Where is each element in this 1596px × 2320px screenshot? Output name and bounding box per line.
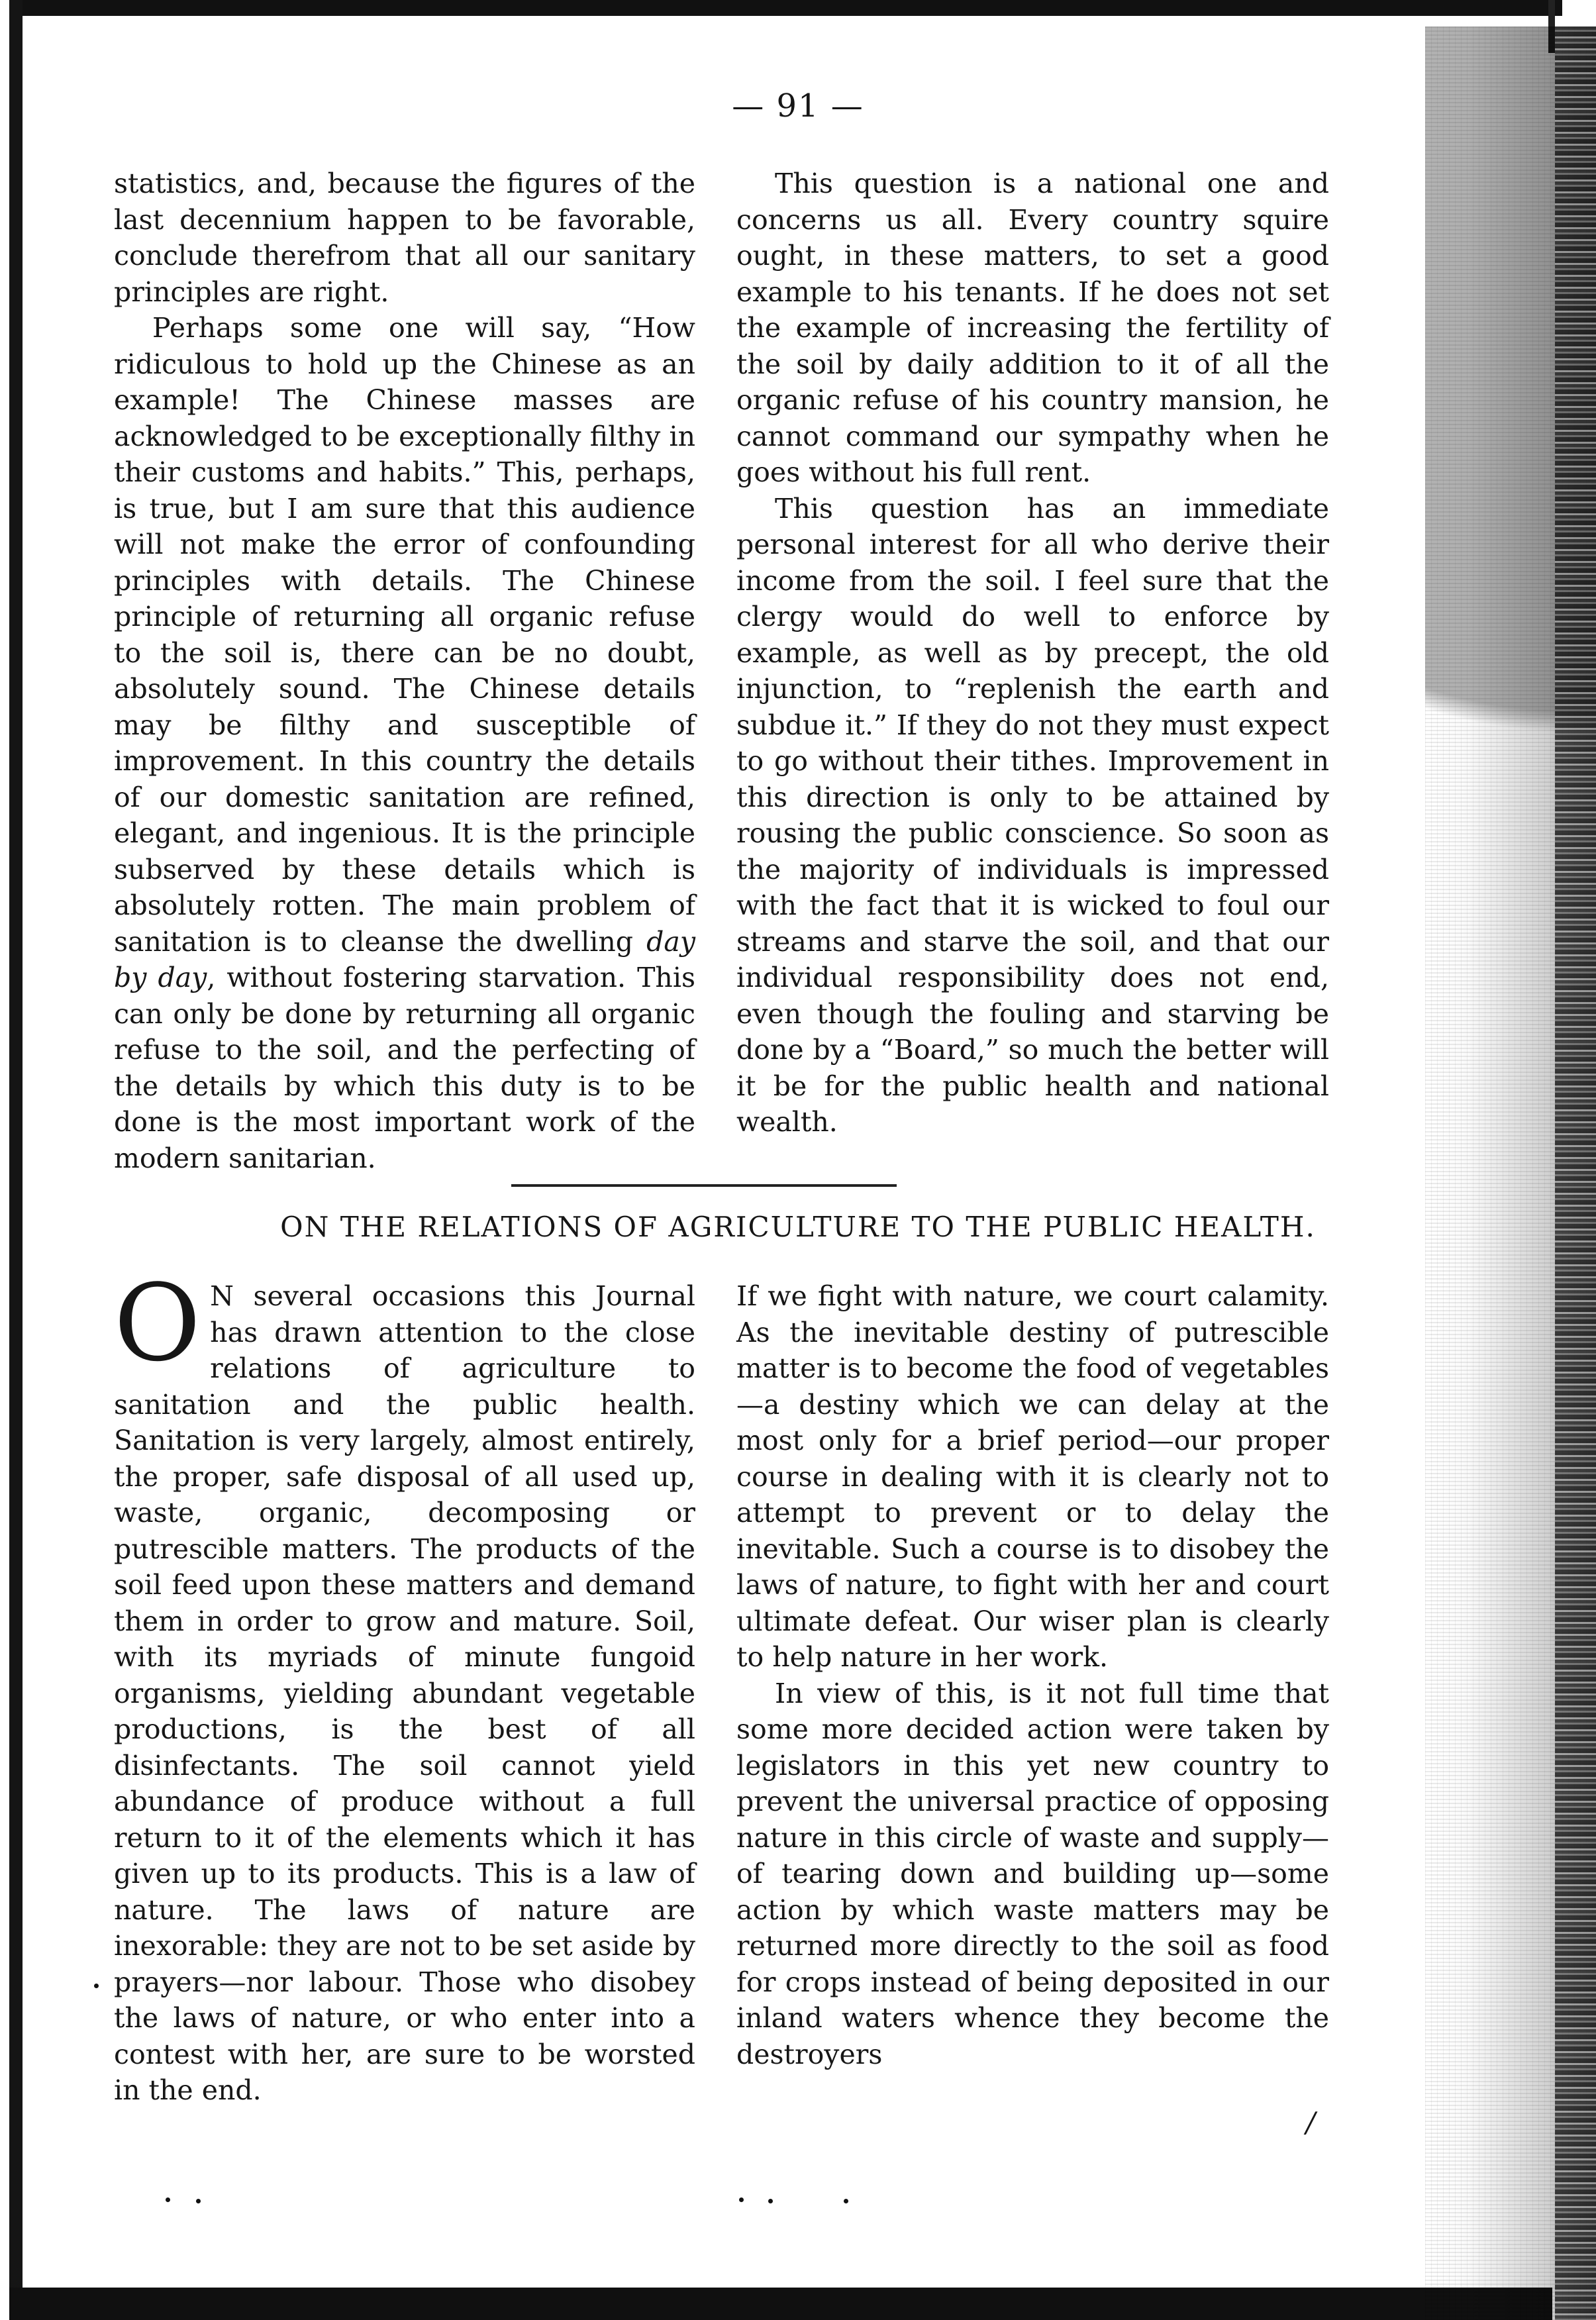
article-right-paragraph-1: If we fight with nature, we court calamity. As the inevitable destiny of putrescible matter is to become the food of vegetables—a destiny which we can delay at the most only for a brief period—our proper course in dealing with it is clearly not to attempt to prevent or to delay the inevitable. Such a course is to disobey the laws of nature, to fight with her and court ultimate defeat. Our wiser plan is clearly to help nature in her work. — [736, 1280, 1329, 1673]
top-left-paragraph-2 — [114, 310, 695, 1176]
scan-right-edge — [1425, 26, 1596, 2320]
top-right-column — [736, 166, 1329, 1140]
page-number: — 91 — — [732, 87, 864, 125]
top-left-paragraph-2-start: Perhaps some one will say, “How ridiculous to hold up the Chinese as an example! The Chinese masses are acknowledged to be exceptionally filthy in their customs and habits.” This, perhaps, is true, but I am sure that this audience will not make the error of confounding principles with details. The Chinese principle of returning all organic refuse to the soil is, there can be no doubt, absolutely sound. The Chinese details may be filthy and susceptible of improvement. In this country the details of our domestic sanitation are refined, elegant, and ingenious. It is the principle subserved by these details which is absolutely rotten. The main problem of sanitation is to cleanse the dwelling — [114, 312, 695, 958]
margin-dot-left — [94, 1984, 99, 1988]
bottom-dot-4 — [768, 2199, 773, 2203]
margin-stroke: / — [1306, 2106, 1316, 2139]
bottom-dot-2 — [196, 2199, 201, 2203]
article-right-paragraph-2: In view of this, is it not full time that some more decided action were taken by legislators in this yet new country to prevent the universal practice of opposing nature in this circle of waste and supply—of tearing down and building up—some action by which waste matters may be returned more directly to the soil as food for crops instead of being deposited in our inland waters whence they become the destroyers — [736, 1677, 1329, 2070]
top-right-paragraph-1: This question is a national one and concerns us all. Every country squire ought, in these matters, to set a good example to his tenants. If he does not set the example of increasing the fertility of the soil by daily addition to it of all the organic refuse of his country mansion, he cannot command our sympathy when he goes without his full rent. — [736, 168, 1329, 488]
top-left-paragraph-2-end: , without fostering starvation. This can only be done by returning all organic refuse to the soil, and the perfecting of the details by which this duty is to be done is the most important work of the modern sanitarian. — [114, 962, 695, 1174]
day-by-day-emphasis: day by day — [114, 925, 695, 993]
article-left-column — [114, 1261, 695, 2109]
top-right-paragraph-2: This question has an immediate personal interest for all who derive their income from the soil. I feel sure that the clergy would do well to enforce by example, as well as by precept, the old injunction, to “replenish the earth and subdue it.” If they do not they must expect to go without their tithes. Improvement in this direction is only to be attained by rousing the public conscience. So soon as the majority of individuals is impressed with the fact that it is wicked to foul our streams and starve the soil, and that our individual responsibility does not end, even though the fouling and starving be done by a “Board,” so much the better will it be for the public health and national wealth. — [736, 492, 1329, 1138]
section-divider — [511, 1184, 897, 1187]
top-left-paragraph-1: statistics, and, because the figures of the last decennium happen to be favorable, conclude therefrom that all our sanitary principles are right. — [114, 168, 695, 308]
bottom-dot-5 — [844, 2199, 848, 2203]
drop-cap: O — [114, 1261, 201, 1385]
bottom-dot-1 — [166, 2197, 170, 2202]
scan-bottom-border — [9, 2288, 1552, 2320]
top-left-column — [114, 166, 695, 1176]
bottom-dot-3 — [739, 2197, 744, 2202]
scan-top-border — [9, 0, 1562, 16]
article-right-column — [736, 1278, 1329, 2072]
article-left-paragraph-1 — [114, 1261, 695, 2109]
scan-left-border — [9, 0, 23, 2320]
article-left-paragraph-1-text: N several occasions this Journal has drawn attention to the close relations of agriculture to sanitation and the public health. Sanitation is very largely, almost entirely, the proper, safe disposal of all used up, waste, organic, decomposing or putrescible matters. The products of the soil feed upon these matters and demand them in order to grow and mature. Soil, with its myriads of minute fungoid organisms, yielding abundant vegetable productions, is the best of all disinfectants. The soil cannot yield abundance of produce without a full return to it of the elements which it has given up to its products. This is a law of nature. The laws of nature are inexorable: they are not to be set aside by prayers—nor labour. Those who disobey the laws of nature, or who enter into a contest with her, are sure to be worsted in the end. — [114, 1280, 695, 2106]
article-title: ON THE RELATIONS OF AGRICULTURE TO THE PUBLIC HEALTH. — [280, 1211, 1316, 1243]
